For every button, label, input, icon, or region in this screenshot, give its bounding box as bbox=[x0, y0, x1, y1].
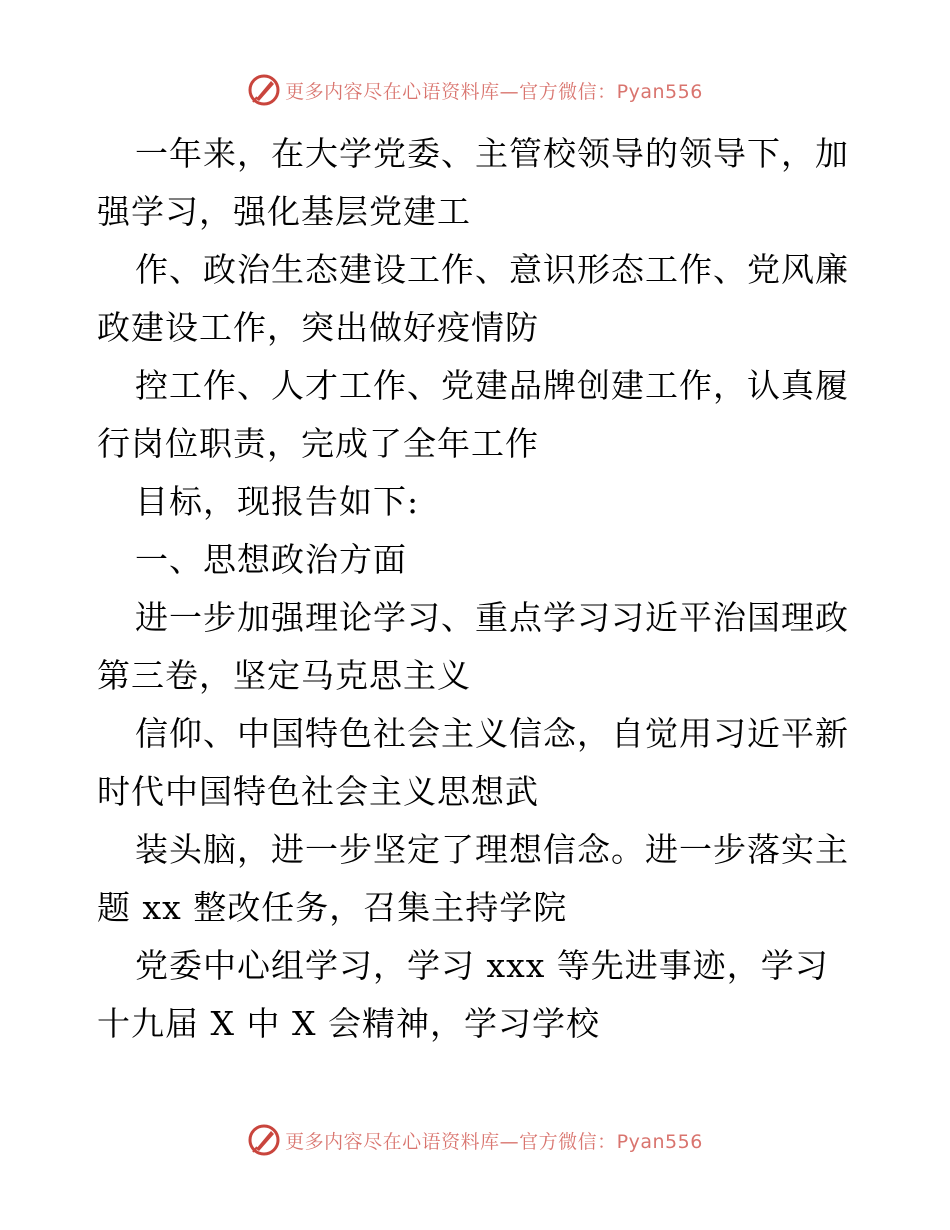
text-line: 题 xx 整改任务，召集主持学院 bbox=[97, 888, 568, 927]
text-line: 控工作、人才工作、党建品牌创建工作，认真履 bbox=[135, 366, 849, 405]
footer-banner-text: 更多内容尽在心语资料库—官方微信：Pyan556 bbox=[285, 1130, 703, 1153]
text-line: 时代中国特色社会主义思想武 bbox=[97, 772, 539, 811]
quill-pen-icon bbox=[247, 73, 281, 107]
text-line: 强学习，强化基层党建工 bbox=[97, 192, 471, 231]
text-line: 政建设工作，突出做好疫情防 bbox=[97, 308, 539, 347]
text-line: 第三卷，坚定马克思主义 bbox=[97, 656, 471, 695]
text-line: 装头脑，进一步坚定了理想信念。进一步落实主 bbox=[135, 830, 849, 869]
text-line: 进一步加强理论学习、重点学习习近平治国理政 bbox=[135, 598, 849, 637]
text-line: 党委中心组学习，学习 xxx 等先进事迹，学习 bbox=[135, 946, 829, 985]
text-line: 目标，现报告如下: bbox=[135, 482, 420, 521]
section-heading: 一、思想政治方面 bbox=[135, 540, 407, 579]
text-line: 一年来，在大学党委、主管校领导的领导下，加 bbox=[135, 134, 849, 173]
text-line: 行岗位职责，完成了全年工作 bbox=[97, 424, 539, 463]
text-line: 信仰、中国特色社会主义信念，自觉用习近平新 bbox=[135, 714, 849, 753]
footer-banner bbox=[0, 1120, 950, 1160]
quill-pen-icon bbox=[247, 1123, 281, 1157]
text-line: 十九届 X 中 X 会精神，学习学校 bbox=[97, 1004, 600, 1043]
document-body bbox=[97, 125, 857, 1053]
header-banner-text: 更多内容尽在心语资料库—官方微信：Pyan556 bbox=[285, 80, 703, 103]
text-line: 作、政治生态建设工作、意识形态工作、党风廉 bbox=[135, 250, 849, 289]
header-banner bbox=[0, 70, 950, 110]
